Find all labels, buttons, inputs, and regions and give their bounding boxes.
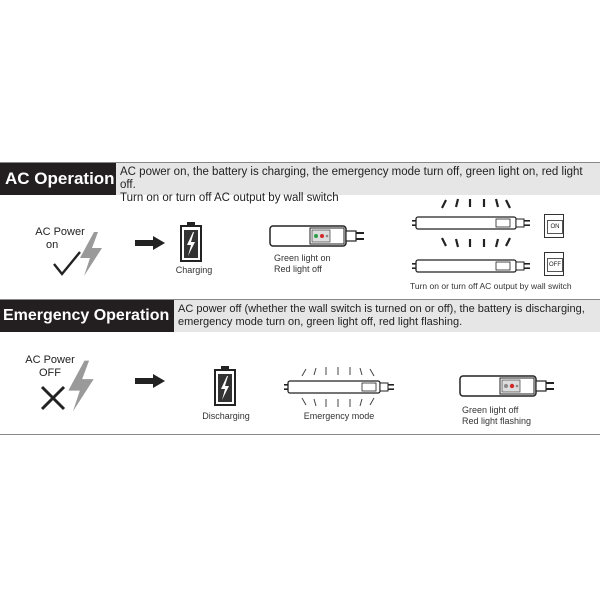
emergency-operation-title-text: Emergency Operation <box>3 307 170 324</box>
ac-power-off-label-line-2: OFF <box>39 367 61 379</box>
wall-switch-on-icon <box>544 214 564 238</box>
emergency-operation-description <box>174 300 600 332</box>
emergency-description-line-2: emergency mode turn on, green light off, red light flashing. <box>178 316 463 328</box>
emergency-mode-label: Emergency mode <box>303 411 375 421</box>
ac-operation-description <box>116 163 600 204</box>
ac-description-line-1: AC power on, the battery is charging, the emergency mode turn off, green light on, red light off. <box>120 166 583 191</box>
discharging-label: Discharging <box>202 411 250 421</box>
green-light-off-label: Green light off <box>462 405 519 415</box>
emergency-operation-title <box>0 300 174 332</box>
green-light-on-label: Green light on <box>274 253 331 263</box>
wall-switch-off-icon <box>544 252 564 276</box>
ac-power-label-line-2: on <box>46 239 59 251</box>
charging-label: Charging <box>175 265 213 275</box>
emergency-tube-icon <box>284 366 404 408</box>
ac-description-line-2: Turn on or turn off AC output by wall switch <box>120 192 339 204</box>
ac-operation-title-text: AC Operation <box>5 169 115 188</box>
arrow-right-icon-2 <box>135 374 165 388</box>
switch-on-label: ON <box>547 220 563 234</box>
wall-switch-label: Turn on or turn off AC output by wall switch <box>410 281 572 291</box>
led-tube-indicator-icon <box>268 222 368 250</box>
bottom-rule <box>0 434 600 435</box>
emergency-description-line-1: AC power off (whether the wall switch is turned on or off), the battery is discharging, <box>178 303 585 315</box>
led-tube-indicator-red-icon <box>458 372 558 400</box>
lightning-bolt-off-icon <box>66 360 96 412</box>
ac-power-label-line-1: AC Power <box>35 226 85 238</box>
ac-tube-status-label <box>268 253 354 275</box>
battery-charging-icon <box>180 222 202 262</box>
x-mark-icon <box>40 385 66 411</box>
ac-operation-title <box>0 163 116 195</box>
arrow-right-icon <box>135 236 165 250</box>
unlit-tube-icon <box>412 256 542 276</box>
red-light-flashing-label: Red light flashing <box>462 416 532 426</box>
emergency-indicator-label <box>462 405 552 427</box>
lit-tube-icon <box>412 198 542 250</box>
switch-off-label: OFF <box>547 258 563 272</box>
red-light-off-label: Red light off <box>274 264 322 274</box>
battery-discharging-icon <box>214 366 236 406</box>
lightning-bolt-icon <box>78 232 104 276</box>
ac-top-rule <box>0 162 600 163</box>
ac-power-off-label-line-1: AC Power <box>25 354 75 366</box>
